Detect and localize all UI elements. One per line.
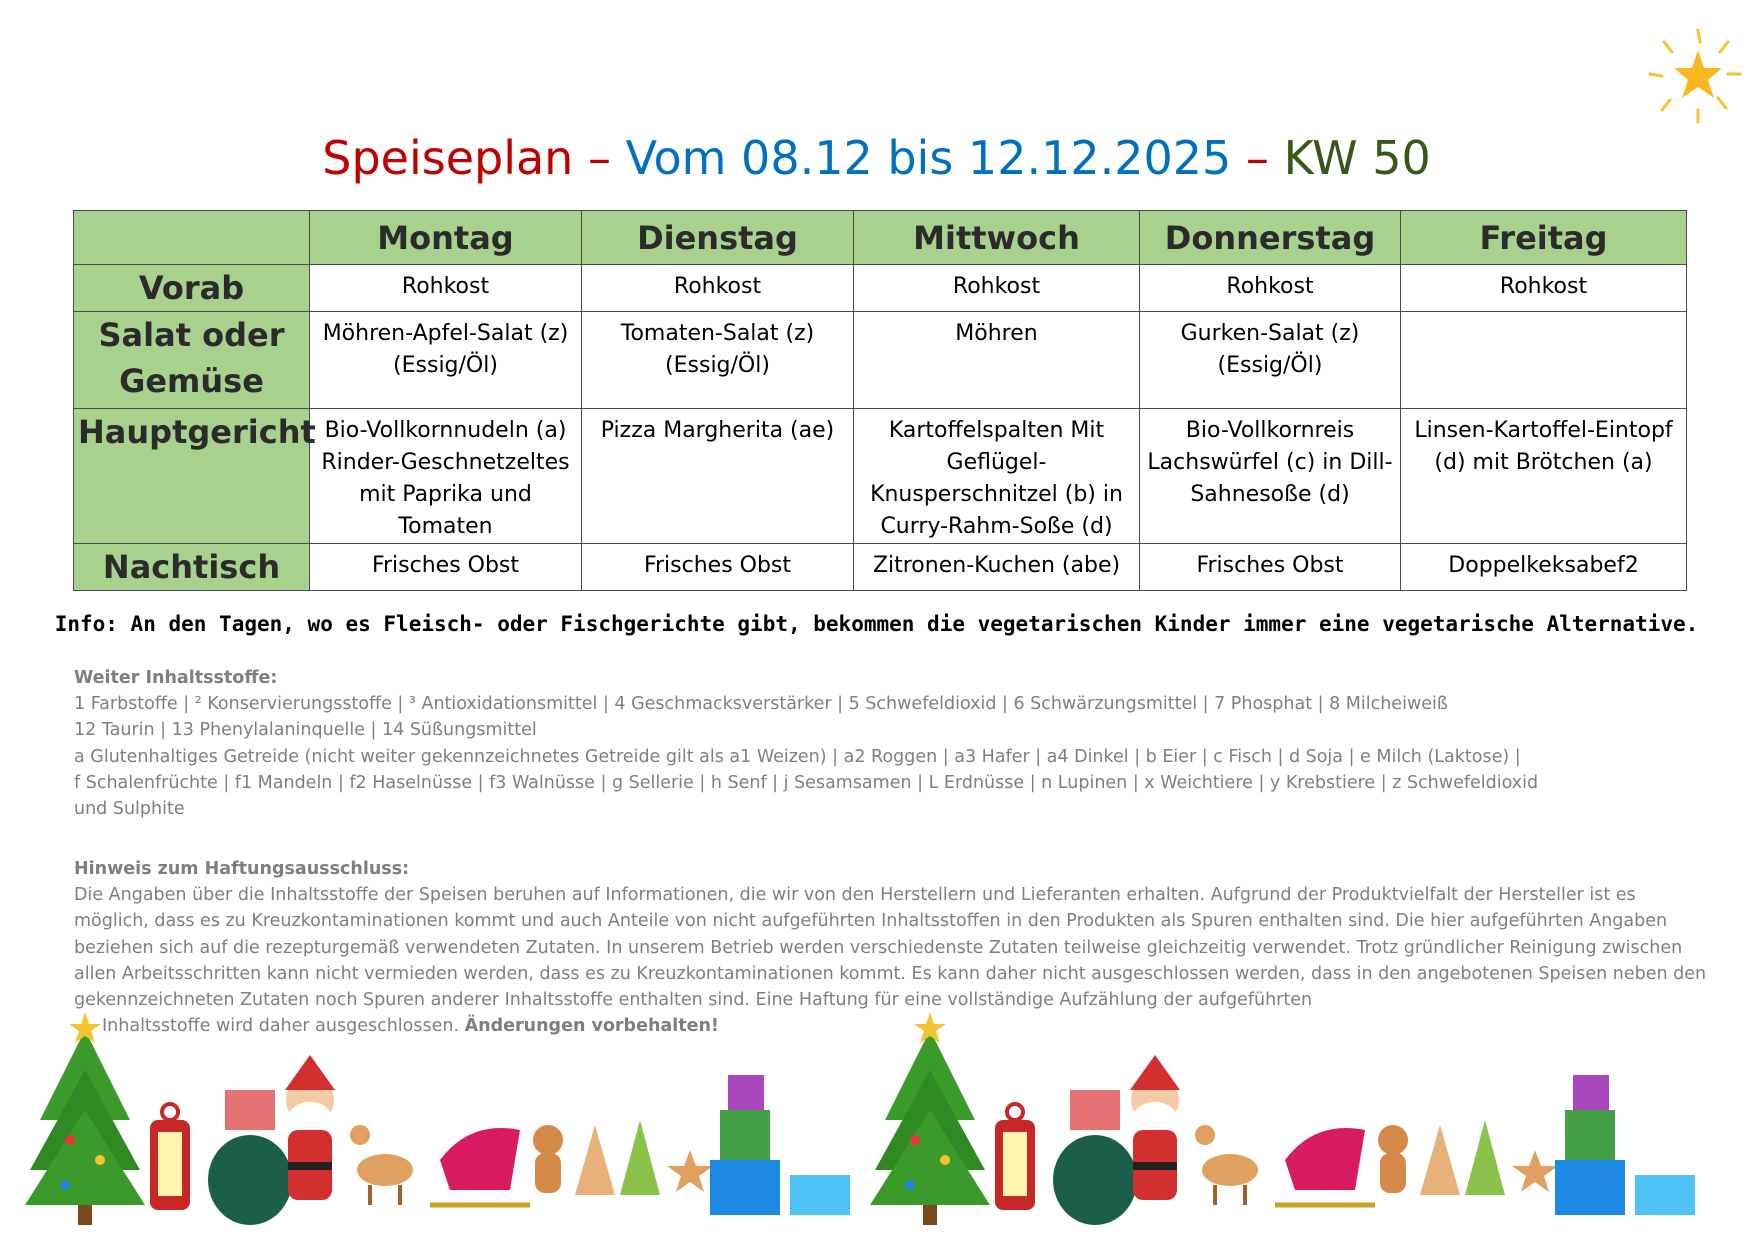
table-row-nachtisch bbox=[74, 544, 1687, 591]
row-label: Hauptgericht bbox=[74, 409, 310, 544]
decor-group-right bbox=[870, 1012, 1695, 1225]
header-corner bbox=[74, 211, 310, 265]
title-separator: – bbox=[1231, 131, 1284, 185]
disclaimer-line: allen Arbeitsschritten kann nicht vermieden werden, dass es zu Kreuzkontaminationen kommt. Es kann daher nicht ausgeschlossen werden, dass in den angebotenen Speisen neben den bbox=[74, 963, 1707, 984]
disclaimer-last-text: Inhaltsstoffe wird daher ausgeschlossen. bbox=[102, 1016, 460, 1037]
menu-cell: Möhren bbox=[854, 312, 1140, 409]
ingredients-line: 12 Taurin | 13 Phenylalaninquelle | 14 Süßungsmittel bbox=[74, 720, 537, 741]
menu-cell: Bio-Vollkornreis Lachswürfel (c) in Dill-Sahnesoße (d) bbox=[1140, 409, 1401, 544]
table-header-row bbox=[74, 211, 1687, 265]
ingredients-section bbox=[74, 665, 1538, 822]
day-header: Montag bbox=[310, 211, 582, 265]
gingerbread-man-icon bbox=[1378, 1125, 1408, 1193]
title-week: KW 50 bbox=[1283, 131, 1431, 185]
ingredients-line: f Schalenfrüchte | f1 Mandeln | f2 Haselnüsse | f3 Walnüsse | g Sellerie | h Senf | j Sesamsamen | L Erdnüsse | n Lupinen | x Weichtiere | y Krebstiere | z Schwefeldioxid bbox=[74, 772, 1539, 793]
menu-cell bbox=[1401, 312, 1687, 409]
table-row-vorab bbox=[74, 265, 1687, 312]
disclaimer-heading: Hinweis zum Haftungsausschluss: bbox=[74, 859, 410, 879]
disclaimer-line: möglich, dass es zu Kreuzkontaminationen kommt und auch Anteile von nicht aufgeführten Inhaltsstoffen in den Produkten als Spuren enthalten sind. Die hier aufgeführten Angaben bbox=[74, 911, 1668, 932]
menu-cell: Rohkost bbox=[854, 265, 1140, 312]
santa-icon bbox=[285, 1055, 335, 1200]
menu-cell: Linsen-Kartoffel-Eintopf (d) mit Brötchen (a) bbox=[1401, 409, 1687, 544]
page-title bbox=[0, 128, 1753, 188]
menu-cell: Zitronen-Kuchen (abe) bbox=[854, 544, 1140, 591]
menu-cell: Rohkost bbox=[1401, 265, 1687, 312]
sleigh-icon bbox=[430, 1128, 530, 1205]
christmas-tree-icon bbox=[870, 1012, 990, 1225]
menu-cell: Gurken-Salat (z) (Essig/Öl) bbox=[1140, 312, 1401, 409]
santa-icon bbox=[1130, 1055, 1180, 1200]
day-header: Dienstag bbox=[582, 211, 854, 265]
table-row-hauptgericht bbox=[74, 409, 1687, 544]
reindeer-icon bbox=[350, 1125, 413, 1205]
menu-cell: Pizza Margherita (ae) bbox=[582, 409, 854, 544]
disclaimer-line: gekennzeichneten Zutaten noch Spuren anderer Inhaltsstoffe enthalten sind. Eine Haftung für eine vollständige Aufzählung der aufgeführten bbox=[74, 990, 1313, 1011]
ingredients-heading: Weiter Inhaltsstoffe: bbox=[74, 668, 278, 688]
changes-reserved: Änderungen vorbehalten! bbox=[464, 1016, 719, 1037]
table-row-salat bbox=[74, 312, 1687, 409]
christmas-border bbox=[0, 1010, 1753, 1240]
row-label: Nachtisch bbox=[74, 544, 310, 591]
menu-cell: Frisches Obst bbox=[310, 544, 582, 591]
menu-cell: Bio-Vollkornnudeln (a) Rinder-Geschnetzeltes mit Paprika und Tomaten bbox=[310, 409, 582, 544]
disclaimer-line: beziehen sich auf die rezepturgemäß verwendeten Zutaten. In unserem Betrieb werden verschiedenste Zutaten teilweise gleichzeitig verwendet. Trotz gründlicher Reinigung zwischen bbox=[74, 937, 1683, 958]
gift-stack-icon bbox=[710, 1075, 850, 1215]
title-speiseplan: Speiseplan bbox=[322, 131, 574, 185]
title-separator: – bbox=[573, 131, 626, 185]
sun-icon bbox=[1640, 22, 1750, 132]
menu-cell: Frisches Obst bbox=[582, 544, 854, 591]
disclaimer-line: Die Angaben über die Inhaltsstoffe der Speisen beruhen auf Informationen, die wir von den Herstellern und Lieferanten erhalten. Aufgrund der Produktvielfalt der Hersteller ist es bbox=[74, 885, 1636, 906]
menu-cell: Rohkost bbox=[582, 265, 854, 312]
gift-sack-icon bbox=[1053, 1090, 1137, 1225]
gingerbread-man-icon bbox=[533, 1125, 563, 1193]
cookie-tree-icon bbox=[575, 1120, 660, 1195]
gift-stack-icon bbox=[1555, 1075, 1695, 1215]
title-date-range: Vom 08.12 bis 12.12.2025 bbox=[625, 131, 1232, 185]
sleigh-icon bbox=[1275, 1128, 1375, 1205]
star-cookie-icon bbox=[667, 1150, 713, 1192]
ingredients-line: 1 Farbstoffe | ² Konservierungsstoffe | ³ Antioxidationsmittel | 4 Geschmacksverstärker | 5 Schwefeldioxid | 6 Schwärzungsmittel | 7 Phosphat | 8 Milcheiweiß bbox=[74, 694, 1448, 715]
menu-cell: Rohkost bbox=[310, 265, 582, 312]
lantern-icon bbox=[995, 1104, 1035, 1210]
menu-cell: Rohkost bbox=[1140, 265, 1401, 312]
ingredients-line: a Glutenhaltiges Getreide (nicht weiter gekennzeichnetes Getreide gilt als a1 Weizen) | a2 Roggen | a3 Hafer | a4 Dinkel | b Eier | c Fisch | d Soja | e Milch (Laktose) | bbox=[74, 746, 1521, 767]
day-header: Mittwoch bbox=[854, 211, 1140, 265]
menu-cell: Kartoffelspalten Mit Geflügel-Knusperschnitzel (b) in Curry-Rahm-Soße (d) bbox=[854, 409, 1140, 544]
ingredients-line: und Sulphite bbox=[74, 799, 185, 820]
star-cookie-icon bbox=[1512, 1150, 1558, 1192]
decor-group-left bbox=[25, 1012, 850, 1225]
lantern-icon bbox=[150, 1104, 190, 1210]
day-header: Donnerstag bbox=[1140, 211, 1401, 265]
row-label: Salat oder Gemüse bbox=[74, 312, 310, 409]
menu-table bbox=[73, 210, 1687, 591]
day-header: Freitag bbox=[1401, 211, 1687, 265]
menu-cell: Frisches Obst bbox=[1140, 544, 1401, 591]
menu-cell: Doppelkeksabef2 bbox=[1401, 544, 1687, 591]
gift-sack-icon bbox=[208, 1090, 292, 1225]
reindeer-icon bbox=[1195, 1125, 1258, 1205]
christmas-tree-icon bbox=[25, 1012, 145, 1225]
cookie-tree-icon bbox=[1420, 1120, 1505, 1195]
row-label: Vorab bbox=[74, 265, 310, 312]
info-note: Info: An den Tagen, wo es Fleisch- oder Fischgerichte gibt, bekommen die vegetarischen Kinder immer eine vegetarische Alternative. bbox=[54, 612, 1699, 636]
menu-cell: Tomaten-Salat (z) (Essig/Öl) bbox=[582, 312, 854, 409]
menu-cell: Möhren-Apfel-Salat (z) (Essig/Öl) bbox=[310, 312, 582, 409]
